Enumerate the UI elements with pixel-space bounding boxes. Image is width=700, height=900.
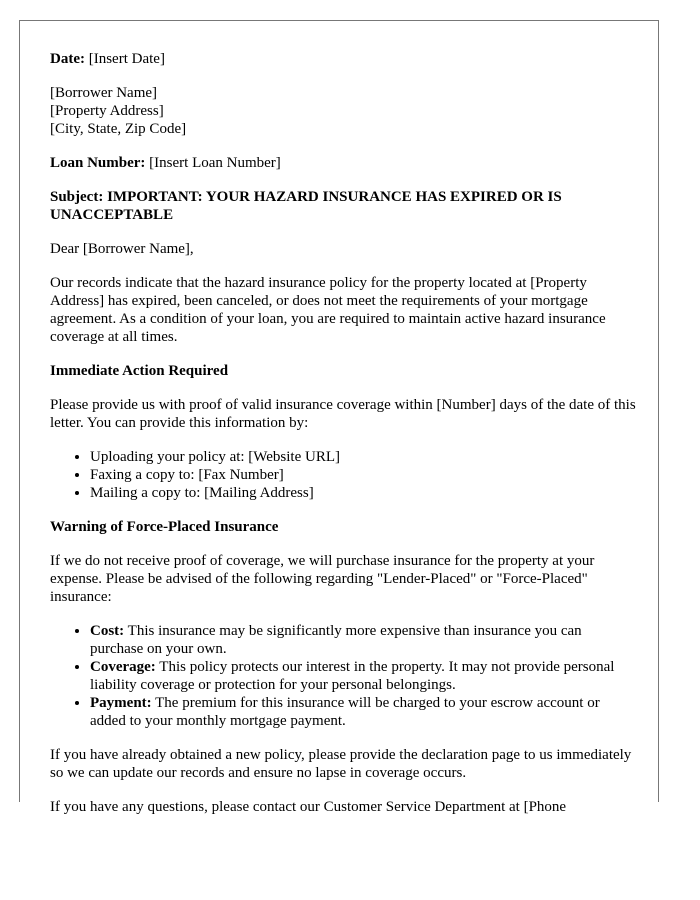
coverage-text: This policy protects our interest in the property. It may not provide personal liability coverage or protection for your personal belongings. <box>90 659 615 693</box>
closing-paragraph: If you have already obtained a new policy, please provide the declaration page to us immediately so we can update our records and ensure no lapse in coverage occurs. <box>50 747 632 781</box>
recipient-name: [Borrower Name] <box>50 85 158 101</box>
intro-paragraph: Our records indicate that the hazard insurance policy for the property located at [Property Address] has expired, been canceled, or does not meet the requirements of your mortgage agreement. As a condition of your loan, you are required to maintain active hazard insurance coverage at all times. <box>50 275 606 345</box>
loan-value: [Insert Loan Number] <box>145 155 281 171</box>
date-value: [Insert Date] <box>84 51 165 67</box>
payment-label: Payment: <box>90 695 152 711</box>
recipient-city: [City, State, Zip Code] <box>50 121 187 137</box>
list-item: • Uploading your policy at: [Website URL] <box>90 448 636 466</box>
list-item <box>90 694 636 730</box>
date-label: Date: <box>50 51 85 67</box>
subject-line: Subject: IMPORTANT: YOUR HAZARD INSURANCE HAS EXPIRED OR IS UNACCEPTABLE <box>50 189 562 223</box>
action-heading: Immediate Action Required <box>50 363 229 379</box>
letter-content <box>50 50 636 832</box>
loan-line <box>50 154 636 172</box>
list-item: • Mailing a copy to: [Mailing Address] <box>90 484 636 502</box>
cost-text: This insurance may be significantly more expensive than insurance you can purchase on your own. <box>90 623 582 657</box>
payment-text: The premium for this insurance will be charged to your escrow account or added to your monthly mortgage payment. <box>90 695 600 729</box>
coverage-label: Coverage: <box>90 659 156 675</box>
action-list <box>50 448 636 502</box>
recipient-address <box>50 84 636 138</box>
warning-list <box>50 622 636 730</box>
greeting: Dear [Borrower Name], <box>50 241 194 257</box>
letter-page <box>19 20 659 815</box>
date-line <box>50 50 636 68</box>
list-item <box>90 622 636 658</box>
warning-heading: Warning of Force-Placed Insurance <box>50 519 279 535</box>
action-paragraph: Please provide us with proof of valid insurance coverage within [Number] days of the date of this letter. You can provide this information by: <box>50 397 636 431</box>
truncated-paragraph: If you have any questions, please contact our Customer Service Department at [Phone <box>50 799 567 815</box>
loan-label: Loan Number: <box>50 155 146 171</box>
list-item <box>90 658 636 694</box>
cost-label: Cost: <box>90 623 125 639</box>
warning-paragraph: If we do not receive proof of coverage, we will purchase insurance for the property at your expense. Please be advised of the following regarding "Lender-Placed" or "Force-Placed" insurance: <box>50 553 595 605</box>
recipient-street: [Property Address] <box>50 103 164 119</box>
list-item: • Faxing a copy to: [Fax Number] <box>90 466 636 484</box>
